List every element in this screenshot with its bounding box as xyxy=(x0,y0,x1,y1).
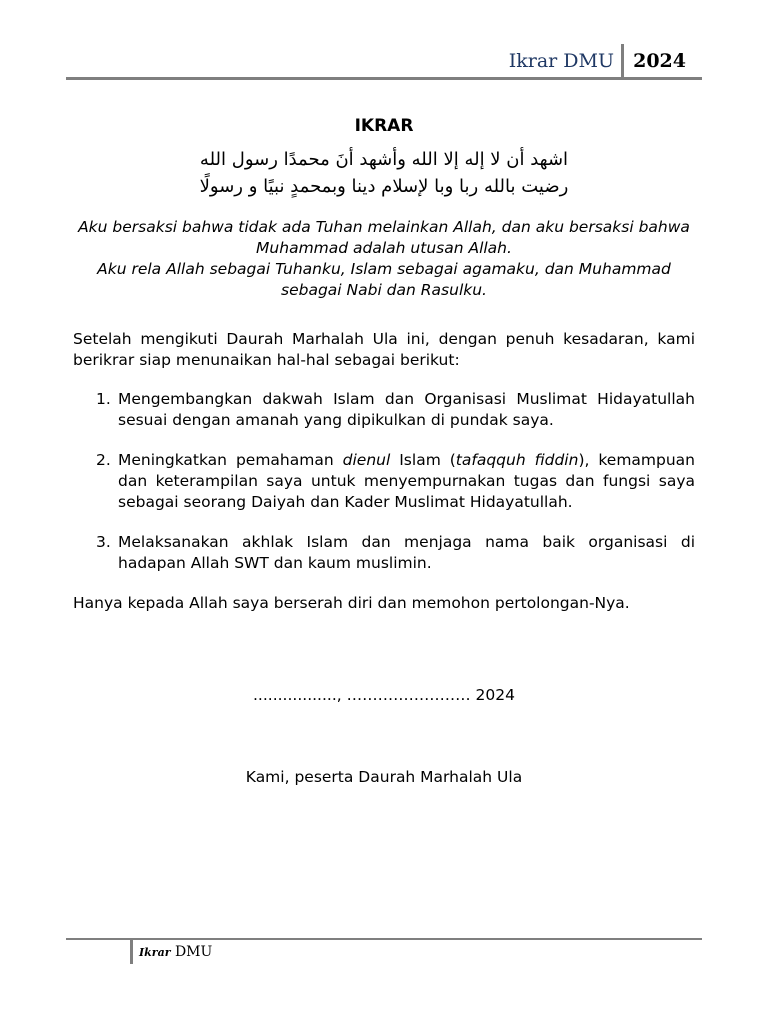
list-item-text-part: Islam ( xyxy=(390,451,456,469)
header-separator xyxy=(621,44,624,80)
list-number: 3. xyxy=(96,533,111,551)
list-item xyxy=(73,389,695,431)
closing-paragraph: Hanya kepada Allah saya berserah diri dan memohon pertolongan-Nya. xyxy=(73,594,630,612)
list-item-text: Melaksanakan akhlak Islam dan menjaga nama baik organisasi di hadapan Allah SWT dan kaum muslimin. xyxy=(118,533,695,572)
list-item xyxy=(73,532,695,574)
page-header xyxy=(66,44,702,80)
translation-text xyxy=(73,217,695,301)
list-number: 1. xyxy=(96,390,111,408)
translation-line-2: Aku rela Allah sebagai Tuhanku, Islam sebagai agamaku, dan Muhammad sebagai Nabi dan Rasulku. xyxy=(97,260,671,299)
date-line: ................., …………………… 2024 xyxy=(253,686,515,704)
footer-title-bold: Ikrar xyxy=(139,946,171,959)
arabic-line-2: رضيت بالله ربا وبا لإسلام دينا وبمحمدٍ نبيًا و رسولًا xyxy=(199,176,569,197)
pledge-list xyxy=(73,389,695,574)
translation-line-1: Aku bersaksi bahwa tidak ada Tuhan melainkan Allah, dan aku bersaksi bahwa Muhammad adalah utusan Allah. xyxy=(78,218,690,257)
arabic-text xyxy=(73,146,695,200)
intro-paragraph: Setelah mengikuti Daurah Marhalah Ula ini, dengan penuh kesadaran, kami berikrar siap menunaikan hal-hal sebagai berikut: xyxy=(73,330,695,369)
list-item-text-part: Meningkatkan pemahaman xyxy=(118,451,343,469)
list-item-text: Mengembangkan dakwah Islam dan Organisasi Muslimat Hidayatullah sesuai dengan amanah yang dipikulkan di pundak saya. xyxy=(118,390,695,429)
header-rule xyxy=(66,77,702,80)
arabic-line-1: اشهد أن لا إله إلا الله وأشهد أنَ محمدًا رسول الله xyxy=(199,149,569,170)
page-footer xyxy=(66,938,702,964)
signer-line: Kami, peserta Daurah Marhalah Ula xyxy=(245,768,523,786)
document-title: IKRAR xyxy=(354,116,414,136)
term-dienul: dienul xyxy=(342,451,391,469)
document-body xyxy=(73,114,695,614)
footer-title-rest: DMU xyxy=(170,944,213,960)
header-title: Ikrar DMU xyxy=(508,50,614,72)
list-number: 2. xyxy=(96,451,111,469)
footer-title xyxy=(139,944,212,960)
footer-rule xyxy=(66,938,702,940)
list-item xyxy=(73,450,695,513)
footer-separator xyxy=(130,940,133,964)
list-item-text-part: ), kemampuan dan keterampilan saya untuk menyempurnakan tugas dan fungsi saya sebagai seorang Daiyah dan Kader Muslimat Hidayatullah. xyxy=(118,451,696,511)
term-tafaqquh-fiddin: tafaqquh fiddin xyxy=(455,451,579,469)
header-year: 2024 xyxy=(633,50,686,72)
